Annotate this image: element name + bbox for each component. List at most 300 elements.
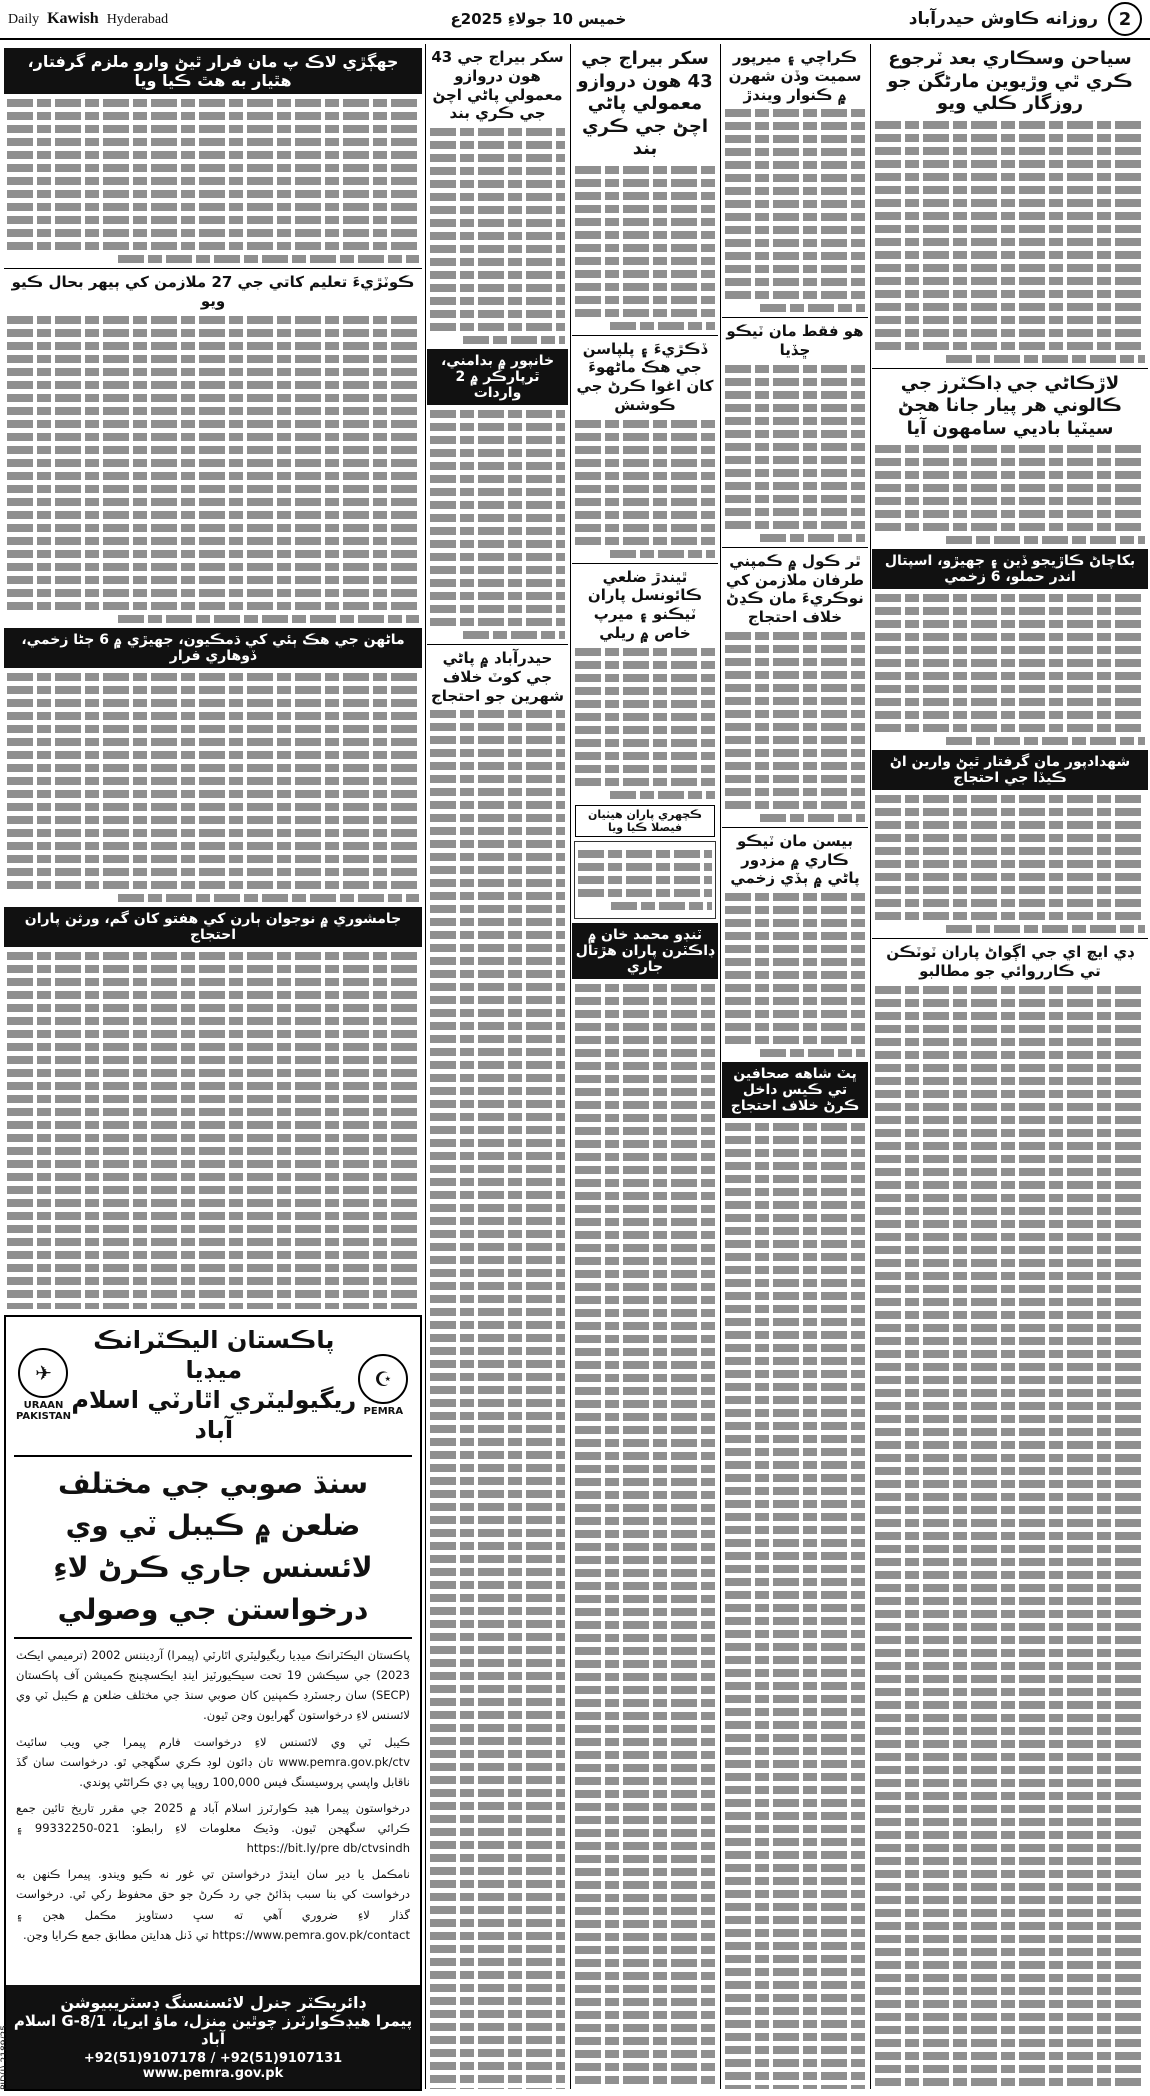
body-text-line bbox=[875, 497, 1145, 505]
body-text-line bbox=[725, 1175, 865, 1183]
body-text-line bbox=[875, 607, 1145, 615]
body-text-line bbox=[875, 1012, 1145, 1020]
headline[interactable]: ٿر ڪول ۾ ڪمپني طرفان ملازمن کي نوڪريءَ مان ڪڍڻ خلاف احتجاج bbox=[725, 551, 865, 626]
body-text-line bbox=[7, 394, 419, 402]
body-text-line bbox=[430, 1425, 565, 1433]
body-text-line bbox=[725, 1994, 865, 2002]
body-text-line bbox=[575, 1517, 715, 1525]
body-text-line bbox=[575, 739, 715, 747]
body-text-line bbox=[430, 449, 565, 457]
body-text-line bbox=[7, 1056, 419, 1064]
headline[interactable]: هو فقط مان ٽيڪو ڇڏيا bbox=[726, 322, 864, 359]
body-text-line bbox=[725, 658, 865, 666]
body-text-line bbox=[430, 1087, 565, 1095]
body-text-line bbox=[430, 1711, 565, 1719]
headline[interactable]: ٿيندڙ ضلعي ڪائونسل پاران ٽيڪنو ۽ ميرپ خاص ۾ ريلي bbox=[587, 567, 703, 642]
body-text-line bbox=[575, 420, 715, 428]
body-text-line bbox=[875, 277, 1145, 285]
body-text-line bbox=[430, 996, 565, 1004]
body-text-line bbox=[575, 1985, 715, 1993]
body-text-line bbox=[725, 1682, 865, 1690]
body-text-line bbox=[725, 174, 865, 182]
body-text-line bbox=[7, 991, 419, 999]
body-text-line bbox=[430, 2075, 565, 2083]
body-text-line bbox=[430, 840, 565, 848]
masthead bbox=[0, 0, 1150, 40]
headline[interactable]: ڏڪڙيءَ ۽ پلپاسن جي هڪ ماڻهوءَ کان اغوا ڪرڻ جي ڪوشش bbox=[576, 339, 714, 414]
body-text-line bbox=[7, 99, 419, 107]
headline[interactable]: سکر بیراج جي 43 هون دروازو معمولي پاڻي اچڻ جي ڪري بند bbox=[431, 48, 564, 123]
body-text-line bbox=[430, 1958, 565, 1966]
body-text-line bbox=[875, 1909, 1145, 1917]
body-text-line bbox=[760, 814, 865, 822]
body-text-line bbox=[430, 1360, 565, 1368]
body-text-line bbox=[430, 1906, 565, 1914]
body-text-line bbox=[7, 777, 419, 785]
body-text-line bbox=[725, 1591, 865, 1599]
body-text-line bbox=[575, 1439, 715, 1447]
body-text-line bbox=[875, 1701, 1145, 1709]
body-text-line bbox=[725, 109, 865, 117]
body-text-line bbox=[575, 446, 715, 454]
divider bbox=[572, 335, 718, 336]
body-text-line bbox=[430, 1334, 565, 1342]
body-text-line bbox=[875, 698, 1145, 706]
body-text-line bbox=[7, 1134, 419, 1142]
body-text-line bbox=[575, 1712, 715, 1720]
ad-paragraph-1: پاڪستان اليڪٽرانڪ ميڊيا ريگيوليٽري اٿارٽي (پيمرا) آرڊيننس 2002 (ترميمي ايڪٽ 2023) جي سيڪشن 19 تحت سيڪيورٽيز اينڊ ايڪسچينج ڪميشن آف پاڪستان (SECP) سان رجسٽرڊ ڪمپنين کان صوبي سنڌ جي مختلف ضلعن ۾ ڪيبل ٽي وي لائسنس لاءِ درخواستون گهرايون وڃن ٿيون. bbox=[16, 1648, 410, 1723]
body-text-line bbox=[430, 1763, 565, 1771]
body-text-line bbox=[575, 1049, 715, 1057]
body-text-line bbox=[7, 1225, 419, 1233]
body-text-line bbox=[875, 264, 1145, 272]
body-text-line bbox=[575, 1088, 715, 1096]
body-text-line bbox=[725, 226, 865, 234]
body-text-line bbox=[875, 847, 1145, 855]
body-text-line bbox=[875, 899, 1145, 907]
body-text-line bbox=[7, 1173, 419, 1181]
body-text-line bbox=[725, 1890, 865, 1898]
body-text-line bbox=[7, 1017, 419, 1025]
body-text-line bbox=[430, 1802, 565, 1810]
divider bbox=[722, 547, 868, 548]
divider bbox=[722, 317, 868, 318]
body-text-line bbox=[575, 2089, 715, 2090]
body-text-line bbox=[430, 2010, 565, 2018]
body-text-line bbox=[430, 1191, 565, 1199]
body-text-line bbox=[575, 1725, 715, 1733]
body-text-line bbox=[575, 1218, 715, 1226]
body-text-line bbox=[875, 523, 1145, 531]
body-text-line bbox=[725, 200, 865, 208]
body-text-line bbox=[575, 433, 715, 441]
body-text-line bbox=[725, 508, 865, 516]
body-text-line bbox=[875, 510, 1145, 518]
body-text-line bbox=[7, 1251, 419, 1259]
body-text-line bbox=[575, 1647, 715, 1655]
headline-banner[interactable]: ماڻهن جي هڪ ٻئي کي ڌمڪيون، جهيڙي ۾ 6 ڄڻا زخمي، ڏوهاري فرار bbox=[4, 628, 422, 668]
body-text-line bbox=[430, 1932, 565, 1940]
body-text-line bbox=[725, 1331, 865, 1339]
body-text-line bbox=[725, 2020, 865, 2028]
divider bbox=[872, 368, 1148, 369]
body-text-line bbox=[430, 1282, 565, 1290]
body-text-line bbox=[430, 141, 565, 149]
body-text-line bbox=[7, 1043, 419, 1051]
headline[interactable]: بيسن مان ٽيڪو ڪاري ۾ مزدور پاڻي ۾ ٻڏي زخمي bbox=[730, 831, 860, 888]
body-text-line bbox=[575, 1387, 715, 1395]
body-text-line bbox=[725, 2072, 865, 2080]
body-text-line bbox=[575, 1478, 715, 1486]
body-text-line bbox=[875, 1493, 1145, 1501]
body-text-line bbox=[430, 723, 565, 731]
body-text-line bbox=[430, 749, 565, 757]
body-text-line bbox=[7, 1277, 419, 1285]
body-text-line bbox=[760, 1049, 865, 1057]
body-text-line bbox=[430, 297, 565, 305]
body-text-line bbox=[575, 524, 715, 532]
body-text-line bbox=[430, 1230, 565, 1238]
body-text-line bbox=[575, 765, 715, 773]
body-text-line bbox=[430, 1737, 565, 1745]
body-text-line bbox=[430, 423, 565, 431]
body-text-line bbox=[725, 906, 865, 914]
body-text-line bbox=[875, 225, 1145, 233]
headline[interactable]: ڪوٽڙيءَ تعليم کاتي جي 27 ملازمن کي ٻيهر بحال ڪيو ويو bbox=[11, 273, 415, 310]
body-text-line bbox=[875, 173, 1145, 181]
body-text-line bbox=[7, 316, 419, 324]
body-text-line bbox=[875, 1441, 1145, 1449]
body-text-line bbox=[430, 232, 565, 240]
ad-footer-website[interactable]: www.pemra.gov.pk bbox=[142, 2066, 284, 2081]
body-text-line bbox=[725, 1799, 865, 1807]
paper-city: Hyderabad bbox=[106, 12, 169, 27]
body-text-line bbox=[7, 511, 419, 519]
body-text-line bbox=[946, 925, 1145, 933]
masthead-urdu bbox=[909, 2, 1142, 36]
body-text-line bbox=[875, 2078, 1145, 2086]
body-text-line bbox=[430, 970, 565, 978]
body-text-line bbox=[430, 1529, 565, 1537]
headline-banner[interactable]: شهدادپور مان گرفتار ٿيڻ وارين اڻ ڪيڏا جي احتجاج bbox=[872, 750, 1148, 790]
body-text-line bbox=[875, 1259, 1145, 1267]
body-text-line bbox=[7, 1186, 419, 1194]
ad-paragraph-2: ڪيبل ٽي وي لائسنس لاءِ درخواست فارم پيمرا جي ويب سائيٽ www.pemra.gov.pk/ctv تان ڊائون لوڊ ڪري سگهجي ٿو. درخواست سان گڏ ناقابل واپسي پروسيسنگ فيس 100,000 روپيا پي ڊي ڪرائڻي پوندي. bbox=[16, 1734, 410, 1789]
body-text-line bbox=[7, 125, 419, 133]
body-text-line bbox=[725, 1383, 865, 1391]
body-text-line bbox=[7, 151, 419, 159]
body-text-line bbox=[7, 229, 419, 237]
ad-organization bbox=[71, 1325, 357, 1445]
body-text-line bbox=[575, 179, 715, 187]
body-text-line bbox=[430, 1386, 565, 1394]
body-text-line bbox=[725, 187, 865, 195]
body-text-line bbox=[875, 1727, 1145, 1735]
body-text-line bbox=[725, 1968, 865, 1976]
body-text-line bbox=[725, 148, 865, 156]
body-text-line bbox=[7, 842, 419, 850]
body-text-line bbox=[7, 216, 419, 224]
body-text-line bbox=[575, 687, 715, 695]
body-text-line bbox=[725, 1747, 865, 1755]
body-text-line bbox=[725, 1604, 865, 1612]
headline[interactable]: ڊي ايچ اي جي اڳواڻ پاران ٽوٽڪن تي ڪارروائي جو مطالبو bbox=[886, 943, 1134, 980]
body-text-line bbox=[725, 2046, 865, 2054]
body-text-line bbox=[7, 177, 419, 185]
body-text-line bbox=[430, 566, 565, 574]
body-text-line bbox=[725, 1773, 865, 1781]
body-text-line bbox=[725, 1396, 865, 1404]
body-text-line bbox=[875, 471, 1145, 479]
body-text-line bbox=[7, 686, 419, 694]
body-text-line bbox=[575, 1452, 715, 1460]
body-text-line bbox=[725, 1435, 865, 1443]
body-text-line bbox=[875, 1090, 1145, 1098]
body-text-line bbox=[875, 1064, 1145, 1072]
body-text-line bbox=[760, 534, 865, 542]
body-text-line bbox=[725, 736, 865, 744]
headline[interactable]: ڪراچي ۽ ميرپور سميت وڏن شهرن ۾ ڪنوار ويندڙ bbox=[728, 48, 862, 104]
body-text-line bbox=[575, 1335, 715, 1343]
body-text-line bbox=[7, 190, 419, 198]
headline-banner[interactable]: خانپور ۾ بدامني، ٿرپارڪر ۾ 2 واردات bbox=[427, 349, 568, 405]
body-text-line bbox=[575, 1231, 715, 1239]
body-text-line bbox=[875, 1688, 1145, 1696]
body-text-line bbox=[725, 1851, 865, 1859]
body-text-line bbox=[725, 1786, 865, 1794]
body-text-line bbox=[725, 1266, 865, 1274]
body-text-line bbox=[725, 1708, 865, 1716]
body-text-line bbox=[725, 1617, 865, 1625]
body-text-line bbox=[725, 291, 865, 299]
body-text-line bbox=[875, 1896, 1145, 1904]
divider bbox=[572, 563, 718, 564]
body-text-line bbox=[430, 801, 565, 809]
headline[interactable]: حيدرآباد ۾ پاڻي جي کوٽ خلاف شهرين جو احتجاج bbox=[430, 649, 565, 705]
body-text-line bbox=[7, 550, 419, 558]
body-text-line bbox=[725, 1669, 865, 1677]
body-text-line bbox=[575, 1907, 715, 1915]
pemra-logo-text: PEMRA bbox=[363, 1405, 404, 1417]
body-text-line bbox=[725, 1448, 865, 1456]
body-text-line bbox=[575, 1348, 715, 1356]
body-text-line bbox=[875, 1753, 1145, 1761]
body-text-line bbox=[575, 1972, 715, 1980]
body-text-line bbox=[575, 661, 715, 669]
body-text-line bbox=[430, 1477, 565, 1485]
body-text-line bbox=[575, 537, 715, 545]
divider bbox=[14, 1637, 412, 1639]
body-text-line bbox=[430, 2023, 565, 2031]
body-text-line bbox=[430, 1022, 565, 1030]
headline[interactable]: سياحن وسڪاري بعد ٽرجوع ڪري ٿي وڙيوين مارڻگن جو روزگار ڪلي ويو bbox=[887, 48, 1133, 114]
body-text-line bbox=[611, 902, 712, 910]
body-text-line bbox=[575, 166, 715, 174]
body-text-line bbox=[725, 1526, 865, 1534]
body-text-line bbox=[725, 1552, 865, 1560]
body-text-line bbox=[430, 1412, 565, 1420]
body-text-line bbox=[575, 2011, 715, 2019]
body-text-line bbox=[7, 203, 419, 211]
body-text-line bbox=[430, 1555, 565, 1563]
body-text-line bbox=[725, 1565, 865, 1573]
body-text-line bbox=[430, 1217, 565, 1225]
body-text-line bbox=[430, 1165, 565, 1173]
body-text-line bbox=[875, 1168, 1145, 1176]
body-text-line bbox=[430, 1919, 565, 1927]
body-text-line bbox=[725, 1929, 865, 1937]
body-text-line bbox=[875, 2013, 1145, 2021]
body-text-line bbox=[875, 199, 1145, 207]
body-text-line bbox=[575, 511, 715, 519]
body-text-line bbox=[575, 1608, 715, 1616]
body-text-line bbox=[875, 1961, 1145, 1969]
body-text-line bbox=[575, 1855, 715, 1863]
body-text-line bbox=[725, 430, 865, 438]
headline-banner[interactable]: جهڳڙي لاڪ پ مان فرار ٿيڻ وارو ملزم گرفتار، هٿيار به هٿ ڪيا ويا bbox=[4, 48, 422, 94]
body-text-line bbox=[610, 550, 715, 558]
body-text-line bbox=[430, 2062, 565, 2070]
body-text-line bbox=[430, 284, 565, 292]
body-text-line bbox=[575, 205, 715, 213]
body-text-line bbox=[575, 1270, 715, 1278]
body-text-line bbox=[575, 283, 715, 291]
body-text-line bbox=[430, 1048, 565, 1056]
body-text-line bbox=[725, 1903, 865, 1911]
headline[interactable]: سکر بیراج جي 43 هون دروازو معمولي پاڻي اچڻ جي ڪري بند bbox=[577, 48, 713, 159]
body-text-line bbox=[725, 404, 865, 412]
body-text-line bbox=[575, 1491, 715, 1499]
body-text-line bbox=[430, 1503, 565, 1511]
body-text-line bbox=[430, 2049, 565, 2057]
body-text-line bbox=[875, 1818, 1145, 1826]
body-text-line bbox=[875, 1415, 1145, 1423]
body-text-line bbox=[430, 827, 565, 835]
body-text-line bbox=[430, 436, 565, 444]
body-text-line bbox=[430, 1139, 565, 1147]
body-text-line bbox=[430, 1438, 565, 1446]
body-text-line bbox=[430, 1646, 565, 1654]
body-text-line bbox=[725, 945, 865, 953]
body-text-line bbox=[725, 1279, 865, 1287]
body-text-line bbox=[575, 648, 715, 656]
body-text-line bbox=[875, 147, 1145, 155]
body-text-line bbox=[575, 1621, 715, 1629]
body-text-line bbox=[430, 1074, 565, 1082]
body-text-line bbox=[875, 458, 1145, 466]
body-text-line bbox=[875, 711, 1145, 719]
body-text-line bbox=[725, 1344, 865, 1352]
body-text-line bbox=[7, 855, 419, 863]
body-text-line bbox=[575, 192, 715, 200]
body-text-line bbox=[430, 1490, 565, 1498]
headline-banner[interactable]: بکاچاڻ ڪاڙيجو ڏين ۽ جهيڙو، اسپتال اندر حملو، 6 زخمي bbox=[872, 549, 1148, 589]
ad-paragraph-4: نامڪمل يا دير سان ايندڙ درخواستن تي غور نه ڪيو ويندو. پيمرا ڪنهن به درخواست کي بنا سبب ٻڌائڻ جي رد ڪرڻ جو حق محفوظ رکي ٿي. درخواست گذار لاءِ ضروري آهي ته سڀ دستاويز مڪمل هجن ۽ https://www.pemra.gov.pk/contact تي ڏنل هدايتن مطابق جمع ڪرايا وڃن. bbox=[16, 1867, 410, 1942]
body-text-line bbox=[575, 1140, 715, 1148]
body-text-line bbox=[430, 1308, 565, 1316]
body-text-line bbox=[430, 1581, 565, 1589]
body-text-line bbox=[430, 1399, 565, 1407]
body-text-line bbox=[7, 355, 419, 363]
body-text-line bbox=[875, 2000, 1145, 2008]
uraan-logo-text: URAAN PAKISTAN bbox=[16, 1400, 71, 1422]
headline-banner[interactable]: ڀٽ شاهه صحافين تي ڪيس داخل ڪرڻ خلاف احتجاج bbox=[722, 1062, 868, 1118]
body-text-line bbox=[7, 1121, 419, 1129]
body-text-line bbox=[7, 751, 419, 759]
body-text-line bbox=[575, 1595, 715, 1603]
body-text-line bbox=[430, 540, 565, 548]
body-text-line bbox=[7, 1095, 419, 1103]
body-text-line bbox=[575, 309, 715, 317]
body-text-line bbox=[430, 866, 565, 874]
body-text-line bbox=[575, 1374, 715, 1382]
body-text-line bbox=[575, 270, 715, 278]
body-text-line bbox=[725, 2085, 865, 2089]
body-text-line bbox=[7, 1238, 419, 1246]
body-text-line bbox=[7, 446, 419, 454]
body-text-line bbox=[875, 121, 1145, 129]
body-text-line bbox=[725, 2007, 865, 2015]
body-text-line bbox=[575, 1400, 715, 1408]
body-text-line bbox=[875, 594, 1145, 602]
body-text-line bbox=[725, 775, 865, 783]
body-text-line bbox=[430, 410, 565, 418]
body-text-line bbox=[7, 1082, 419, 1090]
body-text-line bbox=[575, 2037, 715, 2045]
body-text-line bbox=[875, 1974, 1145, 1982]
body-text-line bbox=[7, 433, 419, 441]
body-text-line bbox=[118, 615, 419, 623]
body-text-line bbox=[430, 1789, 565, 1797]
body-text-line bbox=[875, 1051, 1145, 1059]
body-text-line bbox=[875, 1519, 1145, 1527]
body-text-line bbox=[7, 1212, 419, 1220]
body-text-line bbox=[875, 445, 1145, 453]
body-text-line bbox=[725, 495, 865, 503]
body-text-line bbox=[875, 303, 1145, 311]
body-text-line bbox=[875, 1103, 1145, 1111]
body-text-line bbox=[725, 1630, 865, 1638]
body-text-line bbox=[725, 1357, 865, 1365]
body-text-line bbox=[430, 1113, 565, 1121]
pemra-logo bbox=[357, 1354, 410, 1417]
paper-daily: Daily bbox=[8, 12, 40, 27]
paper-brand: Kawish bbox=[47, 10, 99, 27]
body-text-line bbox=[7, 725, 419, 733]
headline-banner[interactable]: جامشوري ۾ نوجوان ٻارن کي هفتو کان گم، ورثن پاران احتجاج bbox=[4, 907, 422, 947]
body-text-line bbox=[875, 1831, 1145, 1839]
body-text-line bbox=[7, 138, 419, 146]
body-text-line bbox=[575, 1062, 715, 1070]
body-text-line bbox=[875, 1116, 1145, 1124]
body-text-line bbox=[875, 672, 1145, 680]
body-text-line bbox=[430, 1256, 565, 1264]
body-text-line bbox=[575, 498, 715, 506]
body-text-line bbox=[725, 997, 865, 1005]
body-text-line bbox=[725, 919, 865, 927]
body-text-line bbox=[725, 893, 865, 901]
body-text-line bbox=[7, 407, 419, 415]
body-text-line bbox=[575, 1465, 715, 1473]
headline-banner[interactable]: ٽنڊو محمد خان ۾ ڊاڪٽرن پاران هڙتال جاري bbox=[572, 923, 718, 979]
body-text-line bbox=[875, 1480, 1145, 1488]
body-text-line bbox=[725, 1188, 865, 1196]
body-text-line bbox=[430, 1971, 565, 1979]
body-text-line bbox=[430, 258, 565, 266]
body-text-line bbox=[875, 1402, 1145, 1410]
headline[interactable]: لاڙڪاڻي جي ڊاڪٽرز جي ڪالوني هر پيار جانا هجڻ سيٽيا باديي سامهون آيا bbox=[898, 372, 1122, 439]
box-heading: ڪچهري پاران هيٺيان فيصلا ڪيا ويا bbox=[575, 805, 715, 837]
